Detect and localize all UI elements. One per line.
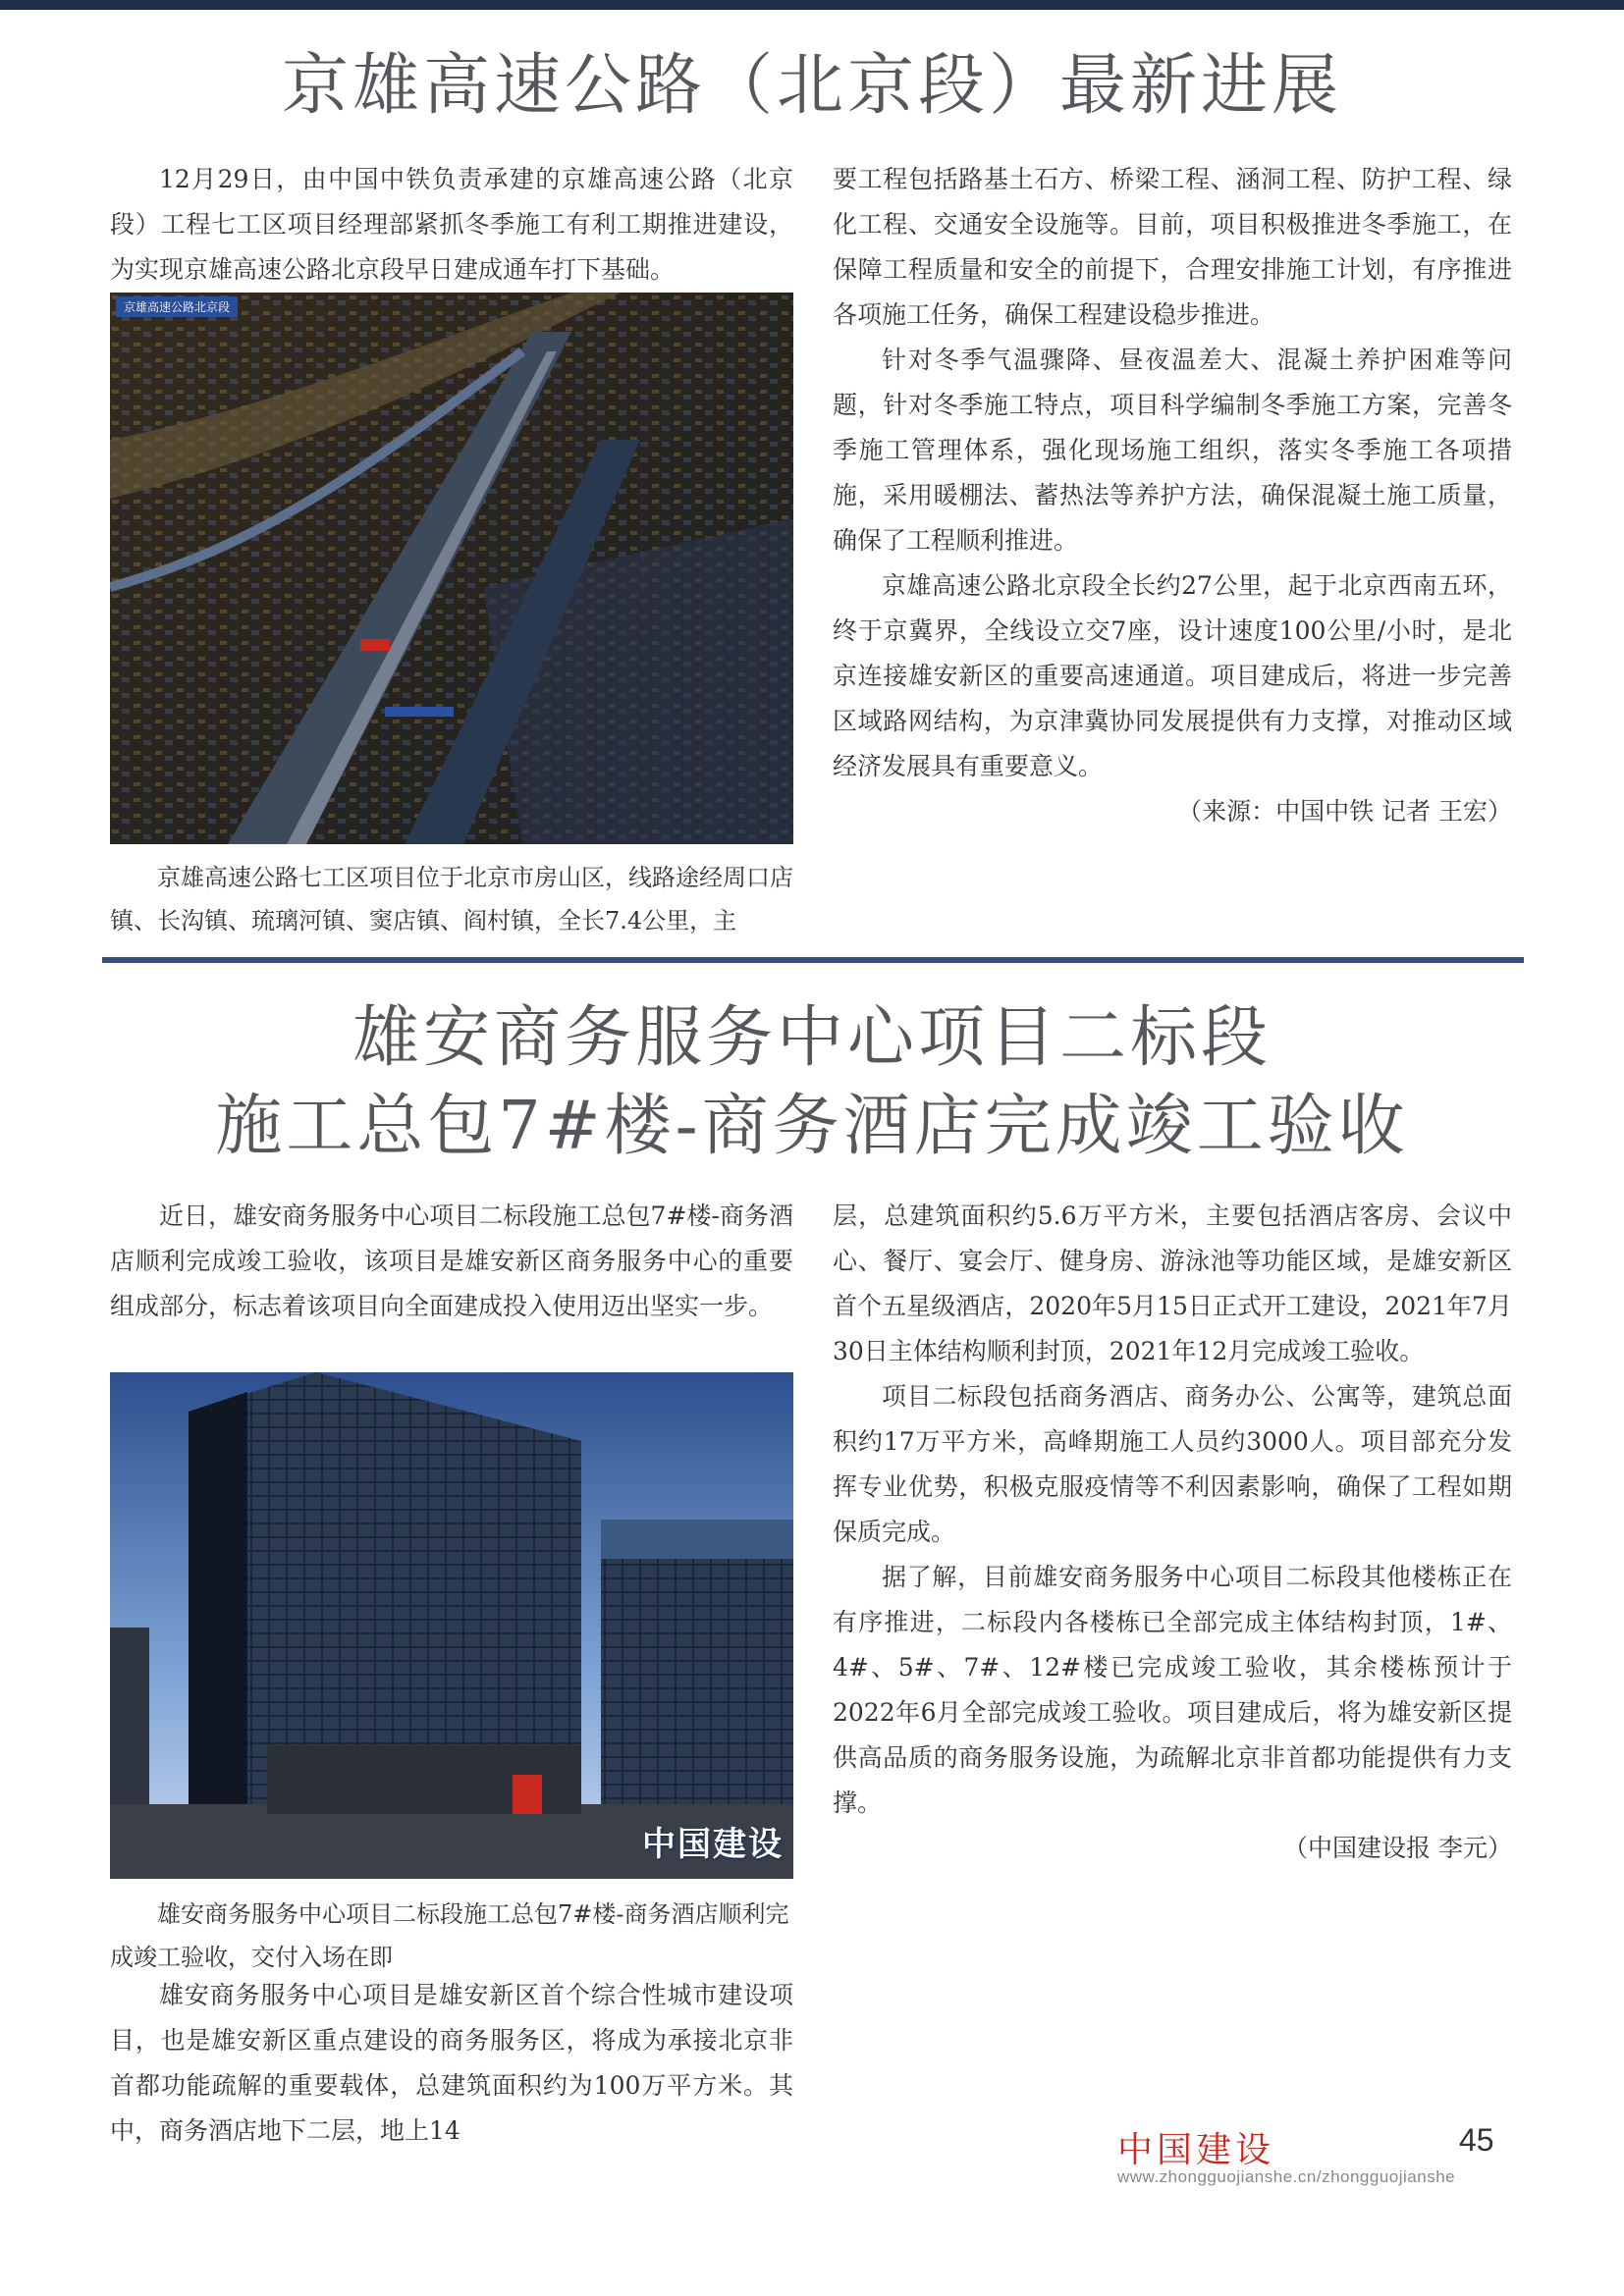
article1-photo-caption: 京雄高速公路七工区项目位于北京市房山区，线路途经周口店镇、长沟镇、琉璃河镇、窦店镇、阎村镇，全长7.4公里，主	[110, 864, 793, 934]
hotel-building-photo	[110, 1372, 793, 1879]
article2-photo-caption: 雄安商务服务中心项目二标段施工总包7#楼-商务酒店顺利完成竣工验收，交付入场在即	[110, 1900, 789, 1971]
photo-watermark: 中国建设	[642, 1825, 784, 1864]
article1-intro	[110, 157, 793, 293]
article1-intro-paragraph: 12月29日，由中国中铁负责承建的京雄高速公路（北京段）工程七工区项目经理部紧抓冬季施工有利工期推进建设，为实现京雄高速公路北京段早日建成通车打下基础。	[110, 165, 793, 284]
article2-intro	[110, 1194, 793, 1329]
magazine-logo: 中国建设	[1117, 2130, 1275, 2170]
article2-paragraph: 雄安商务服务中心项目是雄安新区首个综合性城市建设项目，也是雄安新区重点建设的商务服务区，将成为承接北京非首都功能疏解的重要载体，总建筑面积约为100万平方米。其中，商务酒店地下二层，地上14	[110, 1981, 793, 2145]
article2-title-line2: 施工总包7#楼-商务酒店完成竣工验收	[215, 1088, 1409, 1165]
article2-title-line1: 雄安商务服务中心项目二标段	[352, 999, 1272, 1077]
article2-right-column	[833, 1194, 1512, 1871]
article2-paragraph: 据了解，目前雄安商务服务中心项目二标段其他楼栋正在有序推进，二标段内各楼栋已全部完成主体结构封顶，1#、4#、5#、7#、12#楼已完成竣工验收，其余楼栋预计于2022年6月全部完成竣工验收。项目建成后，将为雄安新区提供高品质的商务服务设施，为疏解北京非首都功能提供有力支撑。	[833, 1563, 1512, 1817]
photo-source-tag: 京雄高速公路北京段	[116, 296, 238, 317]
highway-aerial-image	[110, 293, 793, 844]
magazine-url: www.zhongguojianshe.cn/zhongguojianshe	[1117, 2167, 1456, 2186]
article1-paragraph: 要工程包括路基土石方、桥梁工程、涵洞工程、防护工程、绿化工程、交通安全设施等。目前，项目积极推进冬季施工，在保障工程质量和安全的前提下，合理安排施工计划，有序推进各项施工任务，确保工程建设稳步推进。	[833, 165, 1512, 329]
article1-paragraph: 京雄高速公路北京段全长约27公里，起于北京西南五环，终于京冀界，全线设立交7座，设计速度100公里/小时，是北京连接雄安新区的重要高速通道。项目建成后，将进一步完善区域路网结构，为京津冀协同发展提供有力支撑，对推动区域经济发展具有重要意义。	[833, 571, 1512, 780]
highway-aerial-photo	[110, 293, 793, 844]
article1-title: 京雄高速公路（北京段）最新进展	[281, 47, 1342, 125]
section-divider	[102, 957, 1524, 963]
article1-source-text: （来源：中国中铁 记者 王宏）	[1177, 797, 1512, 826]
top-header-bar	[0, 0, 1624, 10]
article2-paragraph: 层，总建筑面积约5.6万平方米，主要包括酒店客房、会议中心、餐厅、宴会厅、健身房、游泳池等功能区域，是雄安新区首个五星级酒店，2020年5月15日正式开工建设，2021年7月30日主体结构顺利封顶，2021年12月完成竣工验收。	[833, 1201, 1512, 1365]
page-number: 45	[1459, 2122, 1494, 2158]
article2-source-text: （中国建设报 李元）	[1283, 1834, 1512, 1862]
hotel-building-image	[110, 1372, 793, 1879]
article1-source	[833, 789, 1512, 834]
article2-paragraph: 项目二标段包括商务酒店、商务办公、公寓等，建筑总面积约17万平方米，高峰期施工人员约3000人。项目部充分发挥专业优势，积极克服疫情等不利因素影响，确保了工程如期保质完成。	[833, 1382, 1512, 1546]
article1-paragraph: 针对冬季气温骤降、昼夜温差大、混凝土养护困难等问题，针对冬季施工特点，项目科学编制冬季施工方案，完善冬季施工管理体系，强化现场施工组织，落实冬季施工各项措施，采用暖棚法、蓄热法等养护方法，确保混凝土施工质量，确保了工程顺利推进。	[833, 346, 1512, 555]
article1-right-column	[833, 157, 1512, 834]
article2-left-more	[110, 1973, 793, 2154]
article2-intro-paragraph: 近日，雄安商务服务中心项目二标段施工总包7#楼-商务酒店顺利完成竣工验收，该项目是雄安新区商务服务中心的重要组成部分，标志着该项目向全面建成投入使用迈出坚实一步。	[110, 1201, 793, 1320]
article2-source	[833, 1826, 1512, 1871]
